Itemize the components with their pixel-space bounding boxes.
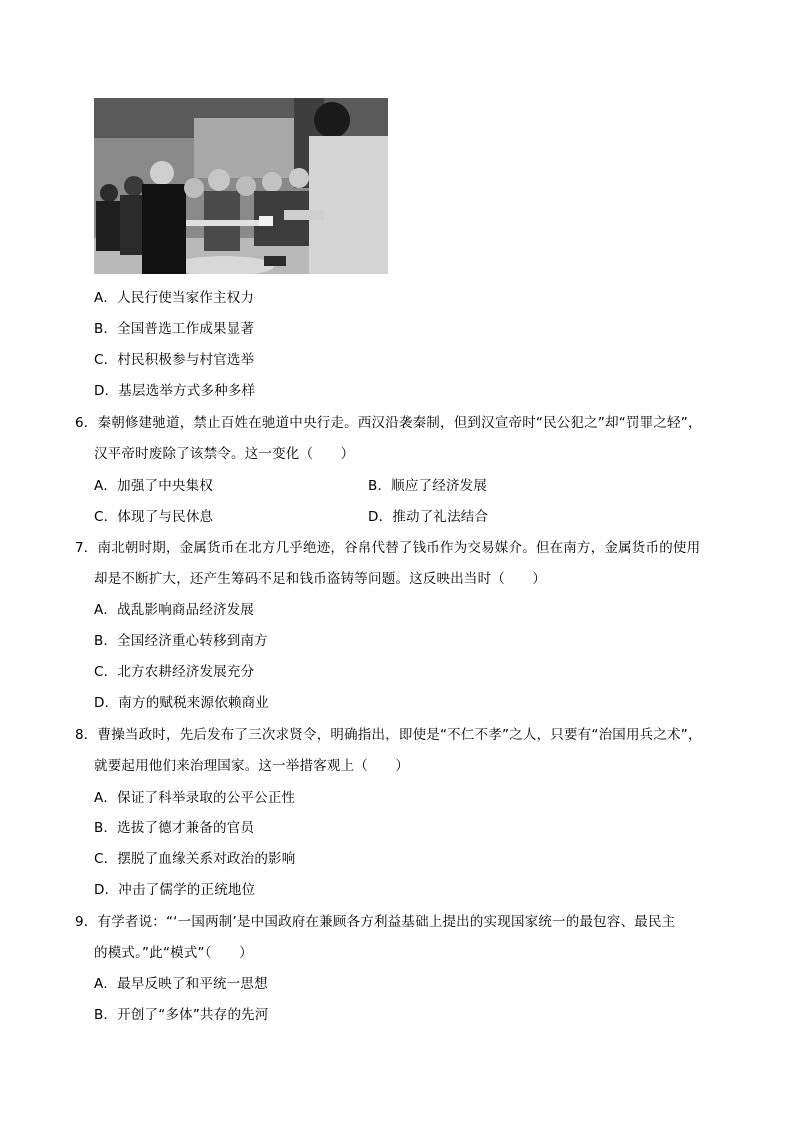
option-5b[interactable]: B．全国普选工作成果显著 (94, 321, 255, 337)
option-8a[interactable]: A．保证了科举录取的公平公正性 (94, 790, 296, 806)
option-5a[interactable]: A．人民行使当家作主权力 (94, 290, 255, 306)
option-9b[interactable]: B．开创了“多体”共存的先河 (94, 1007, 269, 1023)
option-7a[interactable]: A．战乱影响商品经济发展 (94, 602, 255, 618)
option-8b[interactable]: B．选拔了德才兼备的官员 (94, 820, 255, 836)
option-9a[interactable]: A．最早反映了和平统一思想 (94, 976, 268, 992)
option-6b[interactable]: B．顺应了经济发展 (368, 478, 488, 494)
option-7b[interactable]: B．全国经济重心转移到南方 (94, 633, 268, 649)
question-8-text: 8．曹操当政时，先后发布了三次求贤令，明确指出，即使是“不仁不孝”之人，只要有“治国用兵之术”， (75, 727, 702, 743)
question-6-text-cont: 汉平帝时废除了该禁令。这一变化（ ） (94, 446, 355, 462)
photo-illustration (94, 98, 388, 274)
question-6-text: 6．秦朝修建驰道，禁止百姓在驰道中央行走。西汉沿袭秦制，但到汉宣帝时“民公犯之”却“罚罪之轻”， (75, 415, 702, 431)
question-9-text-cont: 的模式。”此“模式”（ ） (94, 945, 253, 961)
option-7d[interactable]: D．南方的赋税来源依赖商业 (94, 695, 269, 711)
option-7c[interactable]: C．北方农耕经济发展充分 (94, 664, 255, 680)
option-6c[interactable]: C．体现了与民休息 (94, 509, 214, 525)
option-5d[interactable]: D．基层选举方式多种多样 (94, 383, 256, 399)
option-8d[interactable]: D．冲击了儒学的正统地位 (94, 882, 256, 898)
option-5c[interactable]: C．村民积极参与村官选举 (94, 352, 255, 368)
question-7-text-cont: 却是不断扩大，还产生筹码不足和钱币盗铸等问题。这反映出当时（ ） (94, 571, 547, 587)
option-6a[interactable]: A．加强了中央集权 (94, 478, 214, 494)
question-9-text: 9．有学者说：“‘一国两制’是中国政府在兼顾各方利益基础上提出的实现国家统一的最包容、最民主 (75, 914, 676, 930)
historical-photo (94, 98, 388, 274)
option-8c[interactable]: C．摆脱了血缘关系对政治的影响 (94, 851, 296, 867)
question-8-text-cont: 就要起用他们来治理国家。这一举措客观上（ ） (94, 758, 410, 774)
option-6d[interactable]: D．推动了礼法结合 (368, 509, 489, 525)
question-7-text: 7．南北朝时期，金属货币在北方几乎绝迹，谷帛代替了钱币作为交易媒介。但在南方，金属货币的使用 (75, 540, 701, 556)
